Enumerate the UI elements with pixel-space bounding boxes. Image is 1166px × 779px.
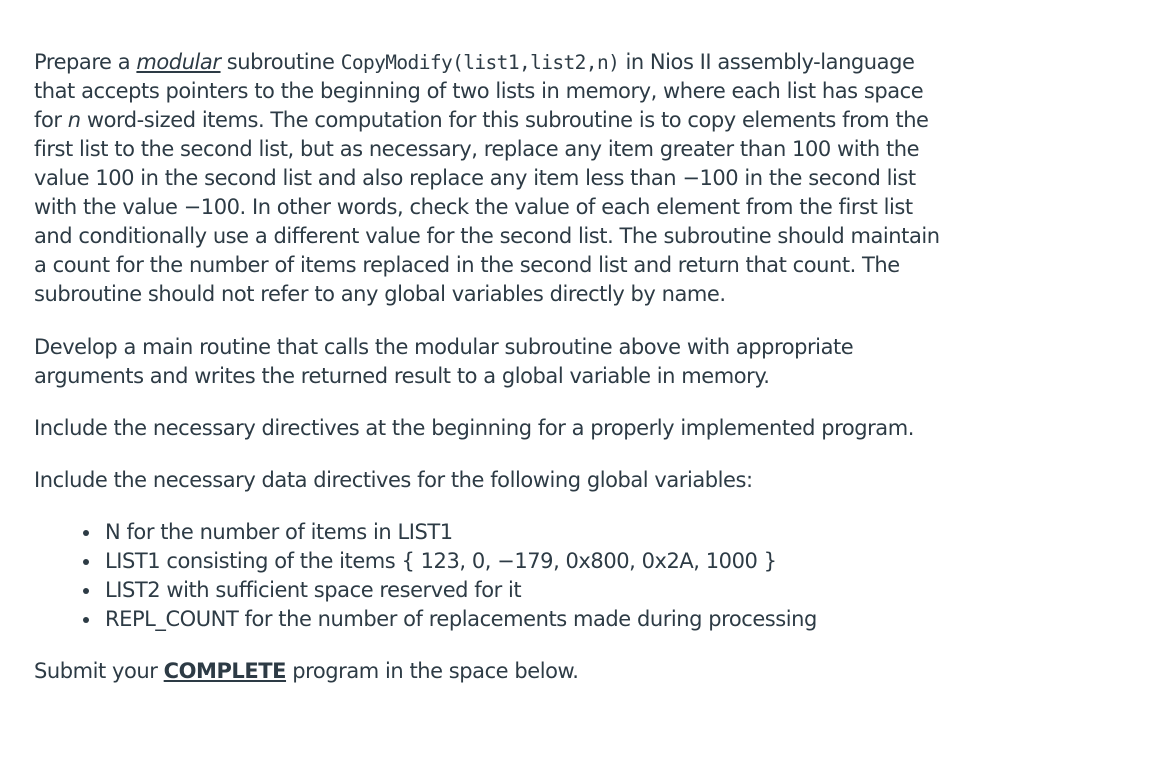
list-item xyxy=(82,518,944,547)
data-directives-paragraph: Include the necessary data directives for the following global variables: xyxy=(34,468,753,492)
directives-paragraph: Include the necessary directives at the beginning for a properly implemented program. xyxy=(34,416,914,440)
modular-emphasis: modular xyxy=(136,50,221,74)
bullet-icon xyxy=(83,617,89,623)
complete-emphasis: COMPLETE xyxy=(163,659,287,683)
list-item-text: N for the number of items in LIST1 xyxy=(105,520,453,544)
subroutine-signature-code: CopyModify(list1,list2,n) xyxy=(340,51,620,74)
submit-prefix: Submit your xyxy=(34,659,164,683)
n-variable: n xyxy=(67,108,81,132)
submit-paragraph xyxy=(34,657,944,686)
list-item-text: LIST2 with sufficient space reserved for it xyxy=(105,578,522,602)
bullet-icon xyxy=(83,588,89,594)
bullet-icon xyxy=(83,530,89,536)
global-variables-list xyxy=(34,518,944,634)
computation-text: word-sized items. The computation for this subroutine is to copy elements from the first list to the second list, but as necessary, replace any item greater than 100 with the value 100 in the second list and also replace any item less than −100 in the second list with the value −100. In other words, check the value of each element from the first list and conditionally use a different value for the second list. The subroutine should maintain a count for the number of items replaced in the second list and return that count. The subroutine should not refer to any global variables directly by name. xyxy=(34,108,940,306)
submit-suffix: program in the space below. xyxy=(286,659,579,683)
list-item xyxy=(82,547,944,576)
list-item xyxy=(82,576,944,605)
list-item xyxy=(82,605,944,634)
instructions-paragraph xyxy=(34,48,944,309)
main-routine-paragraph: Develop a main routine that calls the modular subroutine above with appropriate arguments and writes the returned result to a global variable in memory. xyxy=(34,335,854,388)
question-content xyxy=(34,48,944,686)
list-item-text: LIST1 consisting of the items { 123, 0, −179, 0x800, 0x2A, 1000 } xyxy=(105,549,777,573)
bullet-icon xyxy=(83,559,89,565)
intro-text: Prepare a xyxy=(34,50,137,74)
subroutine-text: subroutine xyxy=(220,50,341,74)
list-item-text: REPL_COUNT for the number of replacements made during processing xyxy=(105,607,817,631)
assembly-text: in Nios II assembly-language that accepts pointers to the beginning of two lists in memory, where each list has space for xyxy=(34,50,924,132)
